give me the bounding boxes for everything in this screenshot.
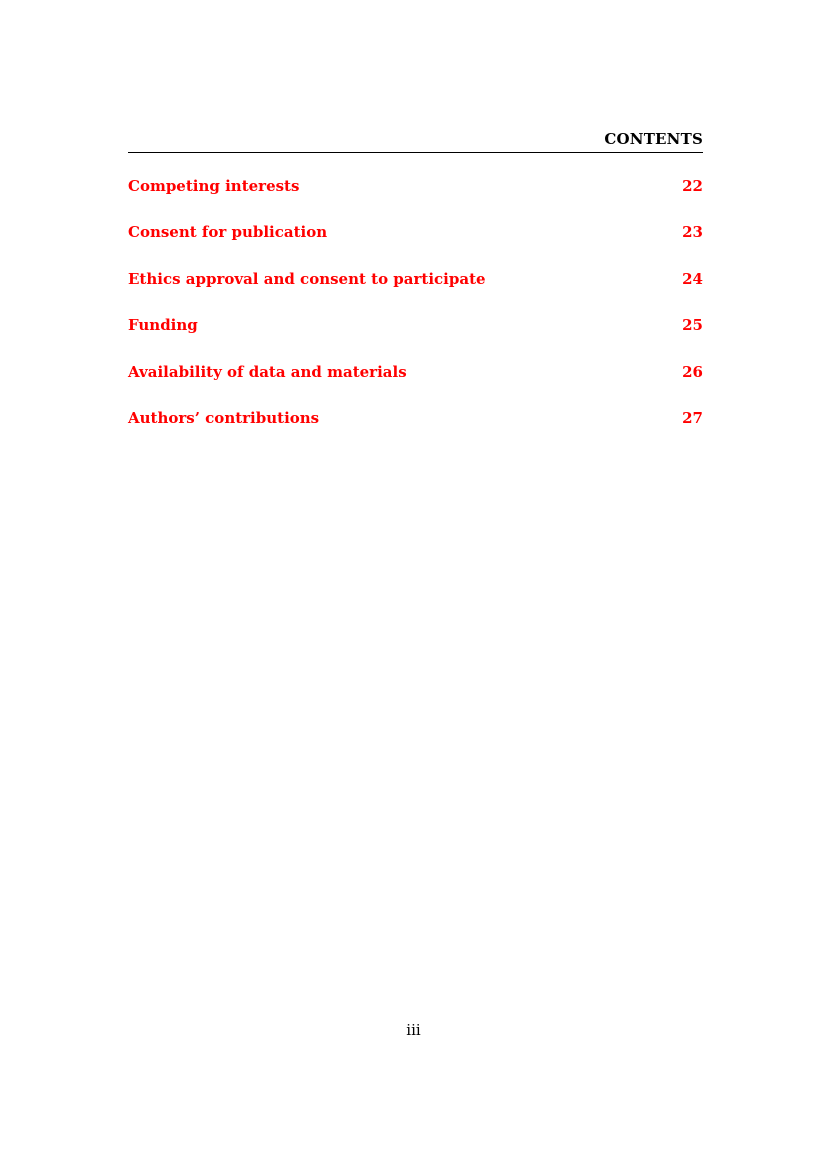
toc-entry-consent-for-publication[interactable]	[128, 222, 703, 268]
toc-entry-title[interactable]: Ethics approval and consent to participate	[128, 269, 486, 288]
toc-entry-funding[interactable]	[128, 315, 703, 361]
page-header	[128, 128, 703, 153]
toc-entry-availability-of-data[interactable]	[128, 362, 703, 408]
toc-entry-ethics-approval[interactable]	[128, 269, 703, 315]
toc-entry-competing-interests[interactable]	[128, 176, 703, 222]
toc-entry-page[interactable]: 22	[682, 177, 703, 195]
running-head: CONTENTS	[604, 130, 703, 148]
toc-entry-page[interactable]: 25	[682, 316, 703, 335]
toc-entry-page[interactable]: 24	[682, 269, 703, 288]
toc-entry-title[interactable]: Consent for publication	[128, 223, 328, 242]
toc-entry-title[interactable]: Competing interests	[128, 177, 300, 195]
toc-entry-title[interactable]: Authors’ contributions	[128, 408, 320, 427]
toc-entry-page[interactable]: 26	[682, 362, 703, 381]
page-number: iii	[406, 1021, 421, 1039]
toc-entry-page[interactable]: 23	[682, 223, 703, 242]
table-of-contents	[128, 176, 703, 454]
toc-entry-page[interactable]: 27	[682, 408, 703, 427]
toc-entry-title[interactable]: Availability of data and materials	[128, 362, 407, 381]
toc-entry-authors-contributions[interactable]	[128, 408, 703, 454]
toc-entry-title[interactable]: Funding	[128, 316, 198, 335]
